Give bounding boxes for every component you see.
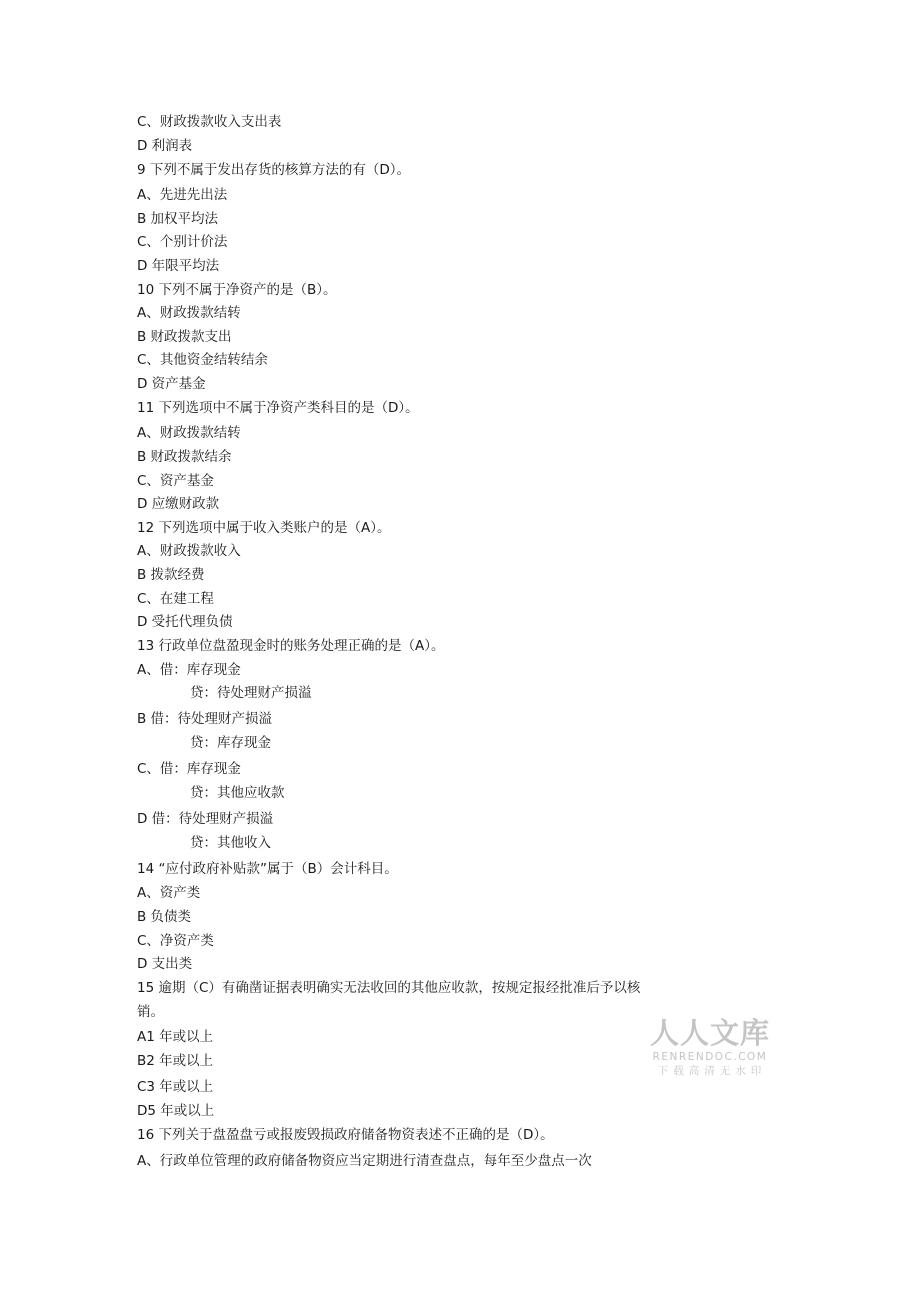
option-line: A、资产类 [137,885,201,901]
option-line: C、借：库存现金 [137,761,241,777]
option-line: D 年限平均法 [137,258,220,274]
option-line: D 利润表 [137,138,193,154]
option-line: D5 年或以上 [137,1103,215,1119]
option-line: D 应缴财政款 [137,496,220,512]
option-line: B 拨款经费 [137,567,205,583]
question-line: 11 下列选项中不属于净资产类科目的是（D）。 [137,400,419,416]
option-line: C3 年或以上 [137,1079,214,1095]
option-line: C、其他资金结转结余 [137,352,268,368]
option-line: D 支出类 [137,956,193,972]
option-subline: 贷：待处理财产损溢 [190,685,312,701]
option-line: A、先进先出法 [137,187,228,203]
option-line: B 财政拨款支出 [137,329,232,345]
option-line: C、资产基金 [137,473,214,489]
watermark-subtitle: 下载高清无水印 [657,1065,767,1077]
watermark [646,1016,774,1078]
option-line: A、财政拨款收入 [137,543,241,559]
question-line: 16 下列关于盘盈盘亏或报废毁损政府储备物资表述不正确的是（D）。 [137,1127,554,1143]
question-line-cont: 销。 [137,1004,164,1020]
option-line: A、借：库存现金 [137,662,241,678]
option-subline: 贷：其他应收款 [190,785,285,801]
option-subline: 贷：库存现金 [190,735,271,751]
option-line: C、财政拨款收入支出表 [137,114,282,130]
option-line: C、个别计价法 [137,234,228,250]
option-line: B2 年或以上 [137,1053,214,1069]
option-line: B 负债类 [137,909,192,925]
option-line: C、净资产类 [137,933,214,949]
option-line: D 受托代理负债 [137,614,233,630]
watermark-url: RENRENDOC.COM [652,1051,768,1063]
option-line: B 加权平均法 [137,211,219,227]
question-line: 13 行政单位盘盈现金时的账务处理正确的是（A）。 [137,638,445,654]
question-line: 9 下列不属于发出存货的核算方法的有（D）。 [137,162,411,178]
watermark-title: 人人文库 [649,1016,770,1050]
option-line: D 资产基金 [137,376,206,392]
question-line: 10 下列不属于净资产的是（B）。 [137,282,337,298]
option-subline: 贷：其他收入 [190,835,271,851]
question-line: 12 下列选项中属于收入类账户的是（A）。 [137,520,391,536]
option-line: D 借：待处理财产损溢 [137,811,274,827]
option-line: A、行政单位管理的政府储备物资应当定期进行清查盘点，每年至少盘点一次 [137,1153,592,1169]
question-line: 14 “应付政府补贴款”属于（B）会计科目。 [137,861,398,877]
option-line: B 财政拨款结余 [137,449,232,465]
option-line: A、财政拨款结转 [137,425,241,441]
option-line: A、财政拨款结转 [137,305,241,321]
question-line: 15 逾期（C）有确凿证据表明确实无法收回的其他应收款，按规定报经批准后予以核 [137,980,641,996]
option-line: B 借：待处理财产损溢 [137,711,273,727]
option-line: A1 年或以上 [137,1029,214,1045]
option-line: C、在建工程 [137,591,214,607]
